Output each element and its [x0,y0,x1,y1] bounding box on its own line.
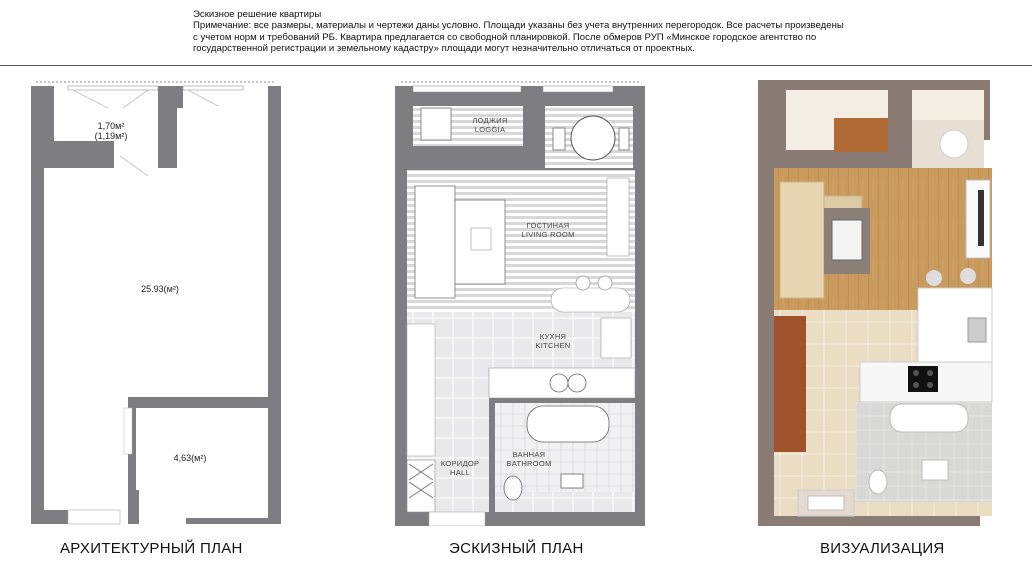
sketch-plan-caption: ЭСКИЗНЫЙ ПЛАН [449,540,584,557]
note-title: Эскизное решение квартиры [193,9,322,20]
visualization-render [758,80,1008,526]
kitchen-label: КУХНЯ KITCHEN [535,332,571,350]
header-divider [0,65,1032,66]
visualization-caption: ВИЗУАЛИЗАЦИЯ [820,540,945,557]
main-room-area: 25.93(м²) [141,284,179,294]
living-room-label: ГОСТИНАЯ LIVING ROOM [521,221,575,239]
loggia-label: ЛОДЖИЯ LOGGIA [472,116,508,134]
loggia-area: 1,70м² (1,19м²) [94,121,128,141]
hall-label: КОРИДОР HALL [440,459,480,477]
note-line-2: с учетом норм и требований РБ. Квартира предлагается со свободной планировкой. После обмеров РУП «Минское городское агентство по [193,31,817,43]
note-line-3: государственной регистрации и земельному кадастру» площади могут незначительно отличаться от проектных. [193,42,695,54]
arch-plan-caption: АРХИТЕКТУРНЫЙ ПЛАН [60,540,243,557]
bathroom-label: ВАННАЯ BATHROOM [506,450,552,468]
bathroom-area: 4,63(м²) [173,453,207,463]
header-note [193,9,873,54]
note-line-1: Примечание: все размеры, материалы и чертежи даны условно. Площади указаны без учета внутренних перегородок. Все расчеты произведены [193,20,844,32]
architectural-plan [28,78,283,526]
